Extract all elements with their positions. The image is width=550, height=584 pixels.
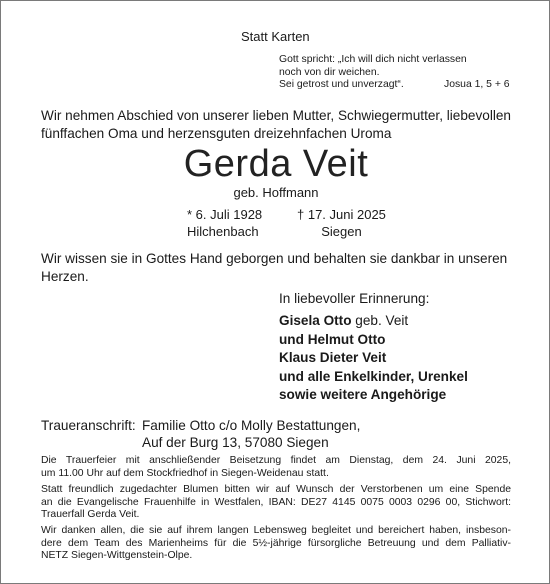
verse-line: Sei getrost und unverzagt“. [279, 79, 404, 90]
birth-date: * 6. Juli 1928 [187, 207, 263, 222]
mourner-line: und Helmut Otto [279, 331, 386, 347]
mourner-line: sowie weitere Angehörige [279, 387, 447, 402]
death-date: † 17. Juni 2025 [297, 207, 386, 222]
mourner-line [279, 312, 468, 331]
verse-line: noch von dir weichen. [279, 66, 380, 78]
mourning-address [142, 418, 360, 451]
mourner-line: Klaus Dieter Veit [279, 350, 387, 365]
intro-line: Wir nehmen Abschied von unserer lieben Mutter, Schwiegermutter, liebevollen [41, 108, 511, 123]
notice-line: Statt freundlich zugedachter Blumen bitten wir auf Wunsch der Verstorbenen um eine Spende [41, 484, 511, 495]
notice-line: an die Evangelische Frauenhilfe in Westfalen, IBAN: DE27 4145 0075 0003 0296 00, Stichwort: [41, 496, 511, 508]
header-text: Statt Karten [241, 29, 310, 44]
death-info [297, 207, 386, 240]
notice-line: um 11.00 Uhr auf dem Stockfriedhof in Siegen-Weidenau statt. [41, 467, 329, 479]
deceased-name: Gerda Veit [183, 143, 369, 185]
faith-line: Herzen. [41, 268, 89, 284]
intro-text [41, 107, 511, 142]
address-line: Familie Otto c/o Molly Bestattungen, [142, 418, 361, 433]
verse-reference: Josua 1, 5 + 6 [444, 79, 510, 90]
maiden-name: geb. Hoffmann [233, 185, 319, 200]
address-label: Traueranschrift: [41, 418, 136, 433]
mourner-line: und alle Enkelkinder, Urenkel [279, 368, 468, 384]
notice-line: Die Trauerfeier mit anschließender Beisetzung findet am Dienstag, dem 24. Juni 2025, [41, 455, 511, 466]
thanks-notice [41, 525, 511, 563]
mourner-suffix: geb. Veit [351, 313, 409, 328]
birth-info [187, 207, 262, 240]
mourner-name: Gisela Otto [279, 313, 352, 328]
address-line: Auf der Burg 13, 57080 Siegen [142, 434, 329, 450]
death-place: Siegen [321, 223, 362, 239]
donation-notice [41, 484, 511, 522]
notice-line: Trauerfall Gerda Veit. [41, 509, 140, 520]
faith-line: Wir wissen sie in Gottes Hand geborgen und behalten sie dankbar in unseren [41, 251, 508, 266]
notice-line: Wir danken allen, die sie auf ihrem langen Lebensweg begleitet und bereichert haben, insbeson- [41, 525, 511, 536]
memory-label: In liebevoller Erinnerung: [279, 291, 430, 306]
funeral-notice [41, 455, 511, 480]
intro-line: fünffachen Oma und herzensguten dreizehnfachen Uroma [41, 125, 392, 141]
verse-line: Gott spricht: „Ich will dich nicht verlassen [279, 54, 467, 65]
notice-line: dere dem Team des Marienheims für die 5½-jährige fürsorgliche Betreuung und dem Palliativ- [41, 537, 511, 549]
notice-line: NETZ Siegen-Wittgenstein-Olpe. [41, 550, 193, 561]
bible-verse [279, 54, 467, 92]
mourners-list [279, 312, 468, 405]
faith-text [41, 250, 507, 285]
birth-place: Hilchenbach [187, 223, 259, 239]
